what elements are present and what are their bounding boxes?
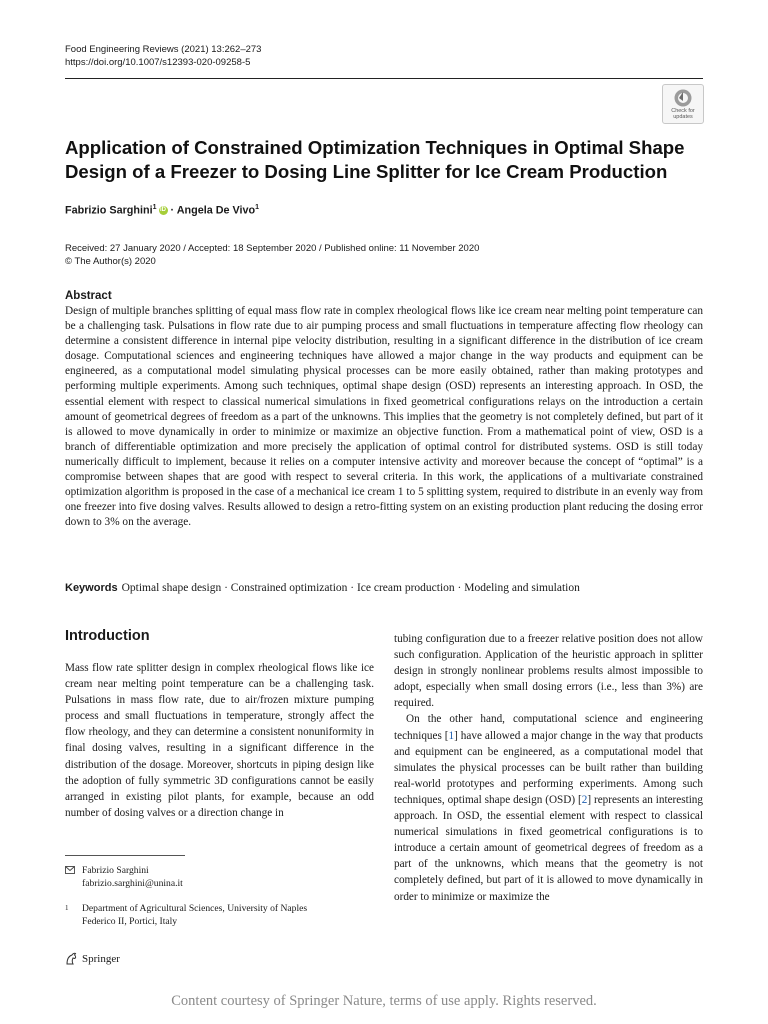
affiliation-number: 1 bbox=[65, 904, 69, 912]
springer-horse-icon bbox=[65, 952, 78, 965]
publisher-name: Springer bbox=[82, 952, 120, 965]
affiliation-line: Federico II, Portici, Italy bbox=[82, 916, 178, 927]
orcid-icon[interactable]: iD bbox=[160, 207, 166, 214]
right-column bbox=[394, 631, 703, 905]
header-divider bbox=[65, 78, 703, 79]
article-title: Application of Constrained Optimization Techniques in Optimal Shape Design of a Freezer to Dosing Line Splitter for Ice Cream Production bbox=[65, 137, 685, 182]
publication-dates bbox=[65, 242, 479, 268]
abstract-heading: Abstract bbox=[65, 290, 112, 302]
check-for-updates-badge[interactable] bbox=[662, 84, 704, 124]
author-name[interactable]: Angela De Vivo bbox=[176, 204, 256, 217]
paragraph-text: ] have allowed a major change in the way that products and equipment can be engineered, as a computational model that simulates the physical processes can be built rather than building real-world prototypes and performing experiments. Among such techniques, optimal shape design (OSD) [ bbox=[394, 729, 703, 806]
check-updates-label bbox=[671, 108, 695, 120]
abstract-text: Design of multiple branches splitting of equal mass flow rate in complex rheological flows like ice cream near melting point temperature can be a challenging task. Pulsations in flow rate due to air pumping process and small fluctuations in temperature affecting flow rheology can determine a consistent difference in internal pipe velocity distribution, resulting in a significant difference in the distribution of ice cream dosage. Computational sciences and engineering techniques have allowed a major change in the way products and equipment can be engineered, as a computational model simulating physical processes can be more easily obtained, rather than making prototypes and performing multiple experiments. Among such techniques, optimal shape design (OSD) represents an interesting approach. In OSD, the essential element with respect to classical numerical simulations in fixed geometrical configurations relays on the introduction a certain amount of geometrical degrees of freedom as a part of the unknowns. This implies that the geometry is not completely defined, but part of it is allowed to move dynamically in order to minimize or maximize an objective function. From a mathematical point of view, OSD is a branch of differentiable optimization and more precisely the application of optimal control for distributed systems. OSD is still today numerically difficult to implement, because it relies on a computer intensive activity and moreover because the concept of “optimal” is a compromise between shapes that are good with respect to several criteria. In this work, the applications of a multivariate constrained optimization algorithm is proposed in the case of a mechanical ice cream 1 to 5 splitting system, required to distribute in an evenly way from one freezer into five dosing valves. Results allowed to design a retro-fitting system on an existing production plant reducing the dosing error down to 3% on the average. bbox=[65, 305, 703, 529]
author-separator: · bbox=[167, 204, 177, 217]
author-list bbox=[65, 204, 259, 217]
journal-header bbox=[65, 43, 261, 69]
check-updates-icon bbox=[673, 88, 693, 108]
affiliation bbox=[65, 902, 307, 928]
left-column bbox=[65, 660, 374, 821]
keywords-text: Optimal shape design · Constrained optimization · Ice cream production · Modeling and simulation bbox=[121, 582, 580, 594]
footnote-divider bbox=[65, 855, 185, 856]
author-affiliation-mark: 1 bbox=[255, 204, 260, 211]
check-updates-line1: Check for bbox=[671, 108, 695, 114]
keywords-label: Keywords bbox=[65, 582, 118, 594]
corresponding-author bbox=[65, 864, 183, 890]
paragraph-text: On the other hand, computational science and engineering techniques [ bbox=[394, 713, 703, 742]
copyright-line: © The Author(s) 2020 bbox=[65, 256, 156, 267]
paragraph-text: ] represents an interesting approach. In OSD, the essential element with respect to classical numerical simulations in fixed geometrical configurations is to introduce a certain amount of geometrical degrees of freedom as a part of the unknowns, which means that the geometry is not completely defined, but part of it is allowed to move dynamically in order to minimize or maximize the bbox=[394, 793, 703, 903]
courtesy-footer: Content courtesy of Springer Nature, terms of use apply. Rights reserved. bbox=[171, 993, 597, 1009]
corresponding-name: Fabrizio Sarghini bbox=[82, 865, 149, 876]
check-updates-line2: updates bbox=[673, 114, 693, 120]
corresponding-email[interactable]: fabrizio.sarghini@unina.it bbox=[82, 878, 183, 889]
intro-paragraph: Mass flow rate splitter design in complex rheological flows like ice cream near melting point temperature can be a challenging task. Pulsations in mass flow rate, due to air/frozen mixture pumping process and small fluctuations in temperature, strongly affect the flow rheology, and they can determine a consistent nonuniformity in final dosing valves, resulting in a significant difference in the distribution of the dosage. Moreover, shortcuts in piping design like the adoption of fully symmetric 3D configurations cannot be easily arranged in existing pilot plants, for example, because an odd number of dosing valves or a direction change in bbox=[65, 662, 374, 819]
doi-link[interactable]: https://doi.org/10.1007/s12393-020-09258-5 bbox=[65, 57, 251, 68]
intro-paragraph bbox=[394, 711, 703, 904]
mail-icon bbox=[65, 866, 75, 874]
author-affiliation-mark: 1 bbox=[152, 204, 157, 211]
introduction-heading: Introduction bbox=[65, 628, 150, 644]
citation-link[interactable]: 2 bbox=[581, 793, 588, 806]
keywords-line bbox=[65, 582, 705, 594]
author-name[interactable]: Fabrizio Sarghini bbox=[65, 204, 153, 217]
date-history: Received: 27 January 2020 / Accepted: 18 September 2020 / Published online: 11 November 2020 bbox=[65, 243, 480, 254]
publisher-logo bbox=[65, 952, 120, 965]
intro-paragraph: tubing configuration due to a freezer relative position does not allow such configuration. Application of the heuristic approach in splitter design in strongly nonlinear problems results almost impossible to adopt, especially when small dosing errors (i.e., less than 3%) are required. bbox=[394, 633, 703, 710]
citation-link[interactable]: 1 bbox=[448, 729, 455, 742]
journal-citation: Food Engineering Reviews (2021) 13:262–273 bbox=[65, 44, 262, 55]
affiliation-line: Department of Agricultural Sciences, University of Naples bbox=[82, 903, 308, 914]
